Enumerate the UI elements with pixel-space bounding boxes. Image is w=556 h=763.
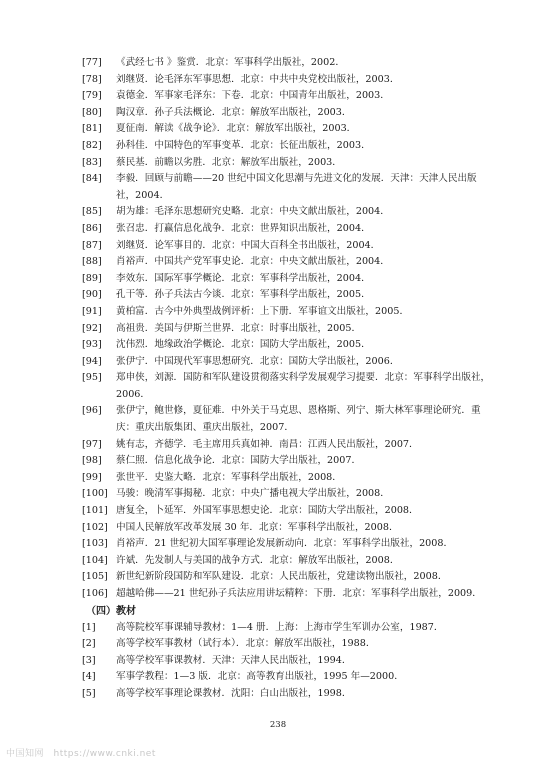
reference-text: 蔡民基．前瞻以劣胜．北京：解放军出版社，2003． (116, 156, 342, 168)
reference-text: 高等学校军事理论课教材．沈阳：白山出版社，1998． (116, 687, 352, 699)
reference-number: [83] (82, 156, 102, 168)
reference-number: [2] (82, 638, 96, 650)
reference-text: 张世平．史鉴大略．北京：军事科学出版社，2008． (116, 471, 342, 483)
reference-item (82, 238, 492, 255)
reference-number: [95] (82, 372, 102, 384)
reference-number: [89] (82, 272, 102, 284)
reference-item (82, 453, 492, 470)
reference-item (82, 304, 492, 321)
reference-list (82, 55, 492, 703)
page-number: 238 (269, 720, 287, 730)
reference-text: 许斌．先发制人与美国的战争方式．北京：解放军出版社，2008． (116, 554, 400, 566)
reference-number: [105] (82, 571, 108, 583)
reference-number: [103] (82, 538, 108, 550)
reference-number: [94] (82, 355, 102, 367)
reference-number: [93] (82, 339, 102, 351)
reference-item (82, 55, 492, 72)
reference-text: 袁德金．军事家毛泽东：下卷．北京：中国青年出版社，2003． (116, 90, 390, 102)
reference-text: 高等学校军事教材（试行本）．北京：解放军出版社，1988． (116, 638, 376, 650)
reference-text: 胡为雄：毛泽东思想研究史略．北京：中央文献出版社，2004． (116, 206, 390, 218)
reference-text: 肖裕声．中国共产党军事史论．北京：中央文献出版社，2004． (116, 256, 390, 268)
reference-text: 军事学教程：1—3 版．北京：高等教育出版社，1995 年—2000． (116, 671, 404, 683)
reference-number: [4] (82, 671, 96, 683)
reference-number: [97] (82, 438, 102, 450)
reference-item (82, 553, 492, 570)
reference-text: 张伊宁，鲍世修，夏征难．中外关于马克思、恩格斯、列宁、斯大林军事理论研究．重庆：重庆出版集团、重庆出版社，2007． (116, 405, 481, 434)
reference-text: 刘继贤．论军事目的．北京：中国大百科全书出版社，2004． (116, 239, 381, 251)
reference-item (82, 254, 492, 271)
reference-number: [102] (82, 521, 108, 533)
reference-item (82, 204, 492, 221)
reference-number: [98] (82, 455, 102, 467)
reference-text: 高等院校军事课辅导教材：1—4 册．上海：上海市学生军训办公室，1987． (116, 621, 444, 633)
reference-number: [79] (82, 90, 102, 102)
reference-item (82, 437, 492, 454)
reference-item (82, 636, 492, 653)
reference-item (82, 669, 492, 686)
reference-number: [90] (82, 289, 102, 301)
reference-text: 郑申侠，刘源．国防和军队建设贯彻落实科学发展观学习提要．北京：军事科学出版社，2006． (116, 372, 491, 400)
reference-item (82, 403, 492, 436)
reference-item (82, 653, 492, 670)
reference-text: 高祖贵．美国与伊斯兰世界．北京：时事出版社，2005． (116, 322, 362, 334)
reference-number: [87] (82, 239, 102, 251)
reference-number: [86] (82, 222, 102, 234)
reference-item (82, 686, 492, 703)
reference-number: [85] (82, 206, 102, 218)
reference-number: [82] (82, 139, 102, 151)
reference-item (82, 171, 492, 204)
reference-text: 新世纪新阶段国防和军队建设．北京：人民出版社，党建读物出版社，2008． (116, 571, 448, 583)
reference-number: [3] (82, 654, 96, 666)
reference-number: [106] (82, 588, 108, 599)
reference-number: [92] (82, 322, 102, 334)
reference-number: [88] (82, 256, 102, 268)
reference-item (82, 321, 492, 338)
reference-item (82, 586, 492, 603)
reference-text: 马骏：晚清军事揭秘．北京：中央广播电视大学出版社，2008． (116, 488, 390, 500)
reference-number: [104] (82, 554, 108, 566)
reference-item (82, 569, 492, 586)
reference-text: 中国人民解放军改革发展 30 年．北京：军事科学出版社，2008． (116, 521, 399, 533)
reference-item (82, 72, 492, 89)
reference-item (82, 105, 492, 122)
reference-item (82, 486, 492, 503)
reference-number: [84] (82, 173, 102, 185)
reference-item (82, 88, 492, 105)
reference-text: 孙科佳．中国特色的军事变革．北京：长征出版社，2003． (116, 139, 371, 151)
reference-text: 张伊宁．中国现代军事思想研究．北京：国防大学出版社，2006． (116, 355, 400, 367)
reference-item (82, 503, 492, 520)
section-title-textbooks: （四）教材 (86, 605, 136, 617)
reference-text: 张召忠．打赢信息化战争．北京：世界知识出版社，2004． (116, 222, 371, 234)
reference-item (82, 470, 492, 487)
reference-item (82, 138, 492, 155)
reference-text: 唐复全，卜延军．外国军事思想史论．北京：国防大学出版社，2008． (116, 505, 419, 517)
reference-number: [96] (82, 405, 102, 417)
reference-number: [5] (82, 687, 96, 699)
reference-item (82, 520, 492, 537)
reference-item (82, 370, 492, 403)
reference-text: 《武经七书 》鉴赏．北京：军事科学出版社，2002． (116, 57, 345, 68)
reference-item (82, 287, 492, 304)
reference-text: 李效东．国际军事学概论．北京：军事科学出版社，2004． (116, 272, 371, 284)
reference-text: 夏征南．解读《战争论》．北京：解放军出版社，2003． (116, 123, 357, 135)
reference-text: 孔干等．孙子兵法古今谈．北京：军事科学出版社，2005． (116, 289, 371, 301)
reference-number: [100] (82, 488, 108, 500)
reference-item (82, 155, 492, 172)
books-references (82, 55, 492, 603)
reference-text: 黄柏富．古今中外典型战例评析：上下册．军事谊文出版社，2005． (116, 305, 410, 317)
reference-text: 姚有志，齐德学．毛主席用兵真如神．南昌：江西人民出版社，2007． (116, 438, 419, 450)
reference-text: 刘继贤．论毛泽东军事思想．北京：中共中央党校出版社，2003． (116, 73, 400, 85)
reference-text: 肖裕声．21 世纪初大国军事理论发展新动向．北京：军事科学出版社，2008． (116, 538, 454, 550)
reference-number: [80] (82, 106, 102, 118)
reference-number: [78] (82, 73, 102, 85)
cnki-watermark: 中国知网 https://www.cnki.net (6, 749, 156, 759)
reference-number: [99] (82, 471, 102, 483)
reference-text: 沈伟烈．地缘政治学概论．北京：国防大学出版社，2005． (116, 339, 371, 351)
reference-item (82, 354, 492, 371)
reference-text: 陶汉章．孙子兵法概论．北京：解放军出版社，2003． (116, 106, 352, 118)
reference-number: [81] (82, 123, 102, 135)
reference-number: [91] (82, 305, 102, 317)
reference-text: 高等学校军事课教材．天津：天津人民出版社，1994． (116, 654, 352, 666)
reference-text: 李毅．回顾与前瞻——20 世纪中国文化思潮与先进文化的发展．天津：天津人民出版社，2004． (116, 173, 477, 201)
textbooks-references (82, 620, 492, 703)
reference-number: [77] (82, 57, 102, 68)
reference-item (82, 536, 492, 553)
reference-item (82, 121, 492, 138)
reference-item (82, 221, 492, 238)
reference-number: [1] (82, 621, 96, 633)
reference-text: 超越哈佛——21 世纪孙子兵法应用讲坛精粹：下册．北京：军事科学出版社，2009． (116, 588, 482, 599)
reference-item (82, 337, 492, 354)
reference-item (82, 271, 492, 288)
reference-item (82, 620, 492, 637)
reference-text: 蔡仁照．信息化战争论．北京：国防大学出版社，2007． (116, 455, 362, 467)
reference-number: [101] (82, 505, 108, 517)
